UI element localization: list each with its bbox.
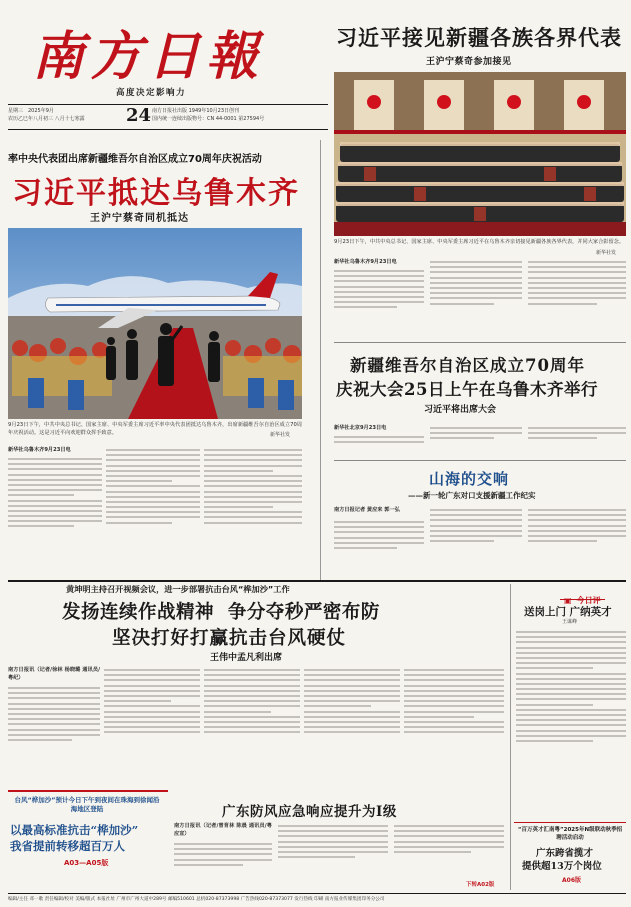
commentary-tag-label: 今日评 (576, 596, 601, 605)
group-photo-image (334, 72, 626, 236)
feature-body-col1 (334, 518, 424, 576)
right-top-photo (334, 72, 626, 236)
typhoon-body-col5 (404, 666, 504, 784)
day-number: 24 (126, 105, 152, 126)
lead-headline: 习近平抵达乌鲁木齐 (12, 176, 300, 211)
congress-headline-2: 庆祝大会25日上午在乌鲁木齐举行 (336, 380, 598, 399)
serial-number: 国内统一连续出版物号：CN 44-0001 第27594号 (152, 116, 265, 122)
feature-body-col3 (528, 506, 626, 576)
right-top-headline: 习近平接见新疆各族各界代表 (336, 25, 622, 50)
date-lunar: 农历乙巳年八月初三 八月十七寒露 (8, 116, 85, 122)
typhoon-dateline: 南方日报讯（记者/徐林 杨晓璐 通讯员/粤纪） (8, 667, 100, 682)
lead-body-col3 (204, 446, 302, 575)
airport-welcome-image (8, 228, 302, 419)
weekday: 星期三 (8, 108, 24, 114)
lead-photo-caption: 9月23日下午，中共中央总书记、国家主席、中央军委主席习近平率中央代表团抵达乌鲁木齐，出席新疆维吾尔自治区成立70周年庆祝活动。这是习近平向欢迎群众挥手致意。 (8, 422, 302, 437)
typhoon-body-col2 (104, 666, 200, 784)
congress-body-col2 (430, 424, 522, 455)
founding-info: 南方日报社出版 1949年10月23日创刊 (152, 108, 240, 114)
emergency-headline: 广东防风应急响应提升为Ⅰ级 (222, 804, 397, 820)
right-top-body-col1 (334, 267, 424, 337)
congress-body-col1 (334, 433, 424, 455)
commentary-body (516, 628, 626, 812)
typhoon-headline-2: 坚决打好打赢抗击台风硬仗 (112, 628, 347, 649)
congress-body-col3 (528, 424, 626, 455)
commentary-promo-ref[interactable]: A06版 (562, 877, 581, 884)
commentary-tag (560, 588, 605, 605)
right-top-photo-caption: 9月23日下午，中共中央总书记、国家主席、中央军委主席习近平在乌鲁木齐亲切接见新疆各族各界代表，并同大家合影留念。 (334, 239, 625, 245)
lead-photo (8, 228, 302, 419)
masthead-logo: 南方日報 (32, 26, 265, 87)
typhoon-kicker: 黄坤明主持召开视频会议，进一步部署抗击台风“桦加沙”工作 (66, 584, 290, 594)
commentary-author: 王谋峰 (562, 619, 578, 625)
right-top-subhead: 王沪宁蔡奇参加接见 (426, 57, 512, 67)
commentary-promo (514, 822, 626, 890)
feature-body-col2 (430, 506, 522, 576)
emergency-body-col2 (278, 822, 388, 888)
promo-kicker: 台风“桦加沙”预计今日下午到夜间在珠海到徐闻沿海地区登陆 (14, 796, 160, 813)
emergency-body-col1 (174, 840, 272, 888)
date-ad: 2025年9月 (28, 108, 54, 114)
right-top-body-col2 (430, 258, 522, 337)
lead-subhead: 王沪宁蔡奇同机抵达 (90, 213, 189, 224)
lead-body-col1 (8, 455, 102, 575)
lead-body-col2 (106, 446, 200, 575)
emergency-page-ref[interactable]: 下转A02版 (466, 882, 495, 888)
emergency-body-col3 (394, 822, 504, 878)
typhoon-body-col1 (8, 684, 100, 784)
promo-headline-1: 以最高标准抗击“桦加沙” (10, 823, 139, 837)
typhoon-headline-1: 发扬连续作战精神 争分夺秒严密布防 (62, 602, 380, 623)
commentary-promo-line1: 广东跨省揽才 (536, 848, 594, 859)
promo-box (8, 790, 168, 890)
typhoon-body-col3 (204, 666, 300, 784)
lead-dateline: 新华社乌鲁木齐9月23日电 (8, 447, 71, 453)
calendar-icon: ▣ (564, 596, 572, 605)
feature-subhead: ——新一轮广东对口支援新疆工作纪实 (408, 491, 536, 500)
typhoon-subhead: 王伟中孟凡利出席 (210, 653, 283, 663)
feature-byline: 南方日报记者 黄应来 郭一弘 (334, 507, 400, 513)
commentary-headline: 送岗上门 广纳英才 (524, 606, 612, 618)
congress-dateline: 新华社北京9月23日电 (334, 425, 387, 431)
feature-headline: 山海的交响 (429, 470, 510, 488)
emergency-dateline: 南方日报讯（记者/曾育林 陈晨 通讯员/粤应宣） (174, 823, 272, 838)
lead-kicker: 率中央代表团出席新疆维吾尔自治区成立70周年庆祝活动 (8, 154, 262, 165)
congress-subhead: 习近平将出席大会 (424, 405, 497, 415)
right-top-dateline: 新华社乌鲁木齐9月23日电 (334, 259, 397, 265)
commentary-promo-line2: 提供超13万个岗位 (522, 861, 602, 872)
promo-headline-2: 我省提前转移超百万人 (10, 839, 125, 853)
footer-info: 编辑/主任 邓一歌 责任编辑/校对 美编/版式 本报社址 广州市广州大道中289号 邮编510601 总机020-87373998 广告热线020-87373077 发行热线 印刷 南方报业传媒集团印务分公司 (8, 897, 385, 902)
right-top-body-col3 (528, 258, 626, 337)
typhoon-body-col4 (304, 666, 400, 784)
congress-headline-1: 新疆维吾尔自治区成立70周年 (350, 356, 585, 375)
lead-photo-credit: 新华社发 (270, 432, 291, 438)
commentary-promo-kicker: “百万英才汇南粤”2025年N级联动秋季招聘活动启动 (517, 827, 623, 841)
masthead-slogan: 高度决定影响力 (116, 88, 187, 98)
promo-page-ref[interactable]: A03—A05版 (64, 859, 109, 867)
right-top-photo-credit: 新华社发 (596, 250, 617, 256)
